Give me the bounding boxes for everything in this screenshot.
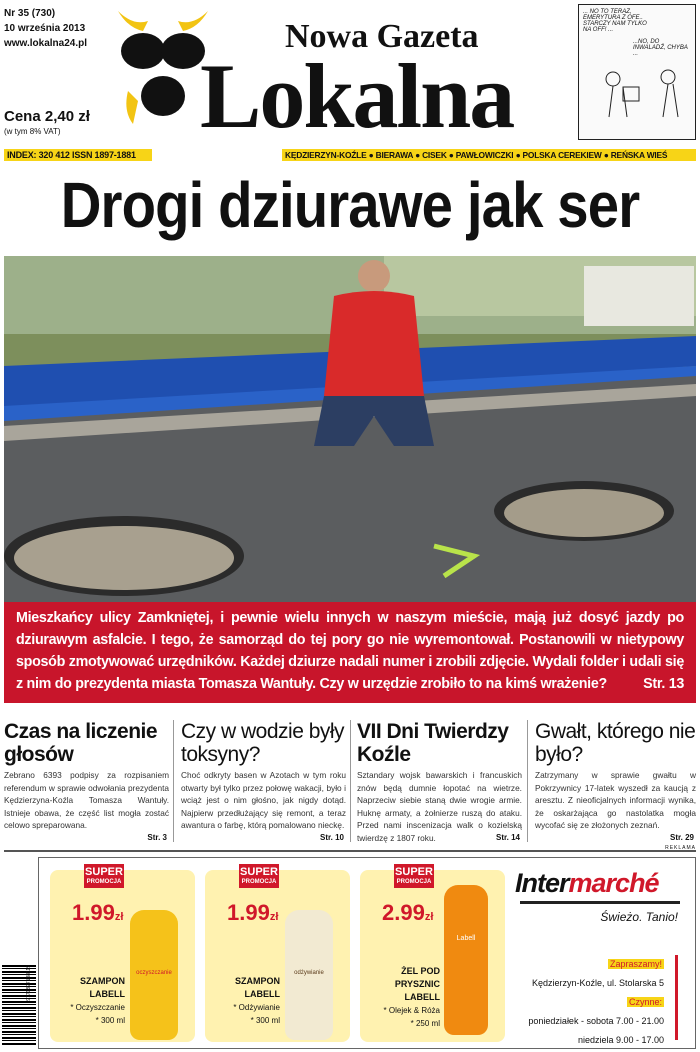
article-page-ref: Str. 29 [669,833,694,842]
product-name: SZAMPON [80,976,125,986]
title-top: Nowa Gazeta [285,18,479,55]
article-page-ref: Str. 3 [147,833,167,842]
regions-bar: KĘDZIERZYN-KOŹLE ● BIERAWA ● CISEK ● PAWŁOWICZKI ● POLSKA CEREKIEW ● REŃSKA WIEŚ [282,149,696,161]
promo-badge [394,864,434,888]
cartoon-figures-icon [583,57,691,127]
product-name: ŻEL POD PRYSZNIC [394,966,440,989]
promo-badge [239,864,279,888]
product-text [55,975,125,1027]
product-bottle: oczyszczanie [130,910,178,1040]
price-value: 1.99 [227,900,270,925]
cartoon-bubble: ... NO TO TERAZ, EMERYTURA Z OFE.. STARCZY NAM TYLKO NA OFF! ... [583,9,647,33]
badge-text: SUPER [85,866,123,878]
product-variant: * Oczyszczanie [70,1003,125,1012]
product-card [360,866,505,1042]
price-unit: zł [114,911,124,923]
product-size: * 300 ml [95,1016,125,1025]
price-unit: zł [269,911,279,923]
index-bar: INDEX: 320 412 ISSN 1897-1881 [4,149,152,161]
cartoon-bubble: ...NO, DO INWALADŹ, CHYBA ... [633,39,688,57]
price-value: 1.99 [72,900,115,925]
pothole-photo-icon [4,256,696,602]
main-headline: Drogi dziurawe jak ser [60,169,640,241]
product-size: * 250 ml [410,1019,440,1028]
product-brand: LABELL [404,992,440,1002]
badge-text: SUPER [240,866,278,878]
product-size: * 300 ml [250,1016,280,1025]
product-variant: * Olejek & Róża [383,1006,440,1015]
article-teaser[interactable] [4,720,169,842]
brand-part: Inter [515,868,569,898]
product-brand: LABELL [89,989,125,999]
slogan: Świeżo. Tanio! [600,910,678,924]
intermarche-logo [515,868,659,899]
product-brand: LABELL [244,989,280,999]
badge-text: SUPER [395,866,433,878]
badge-sub: PROMOCJA [86,879,122,885]
column-divider [173,720,174,842]
product-price [227,900,278,926]
product-text [360,965,440,1030]
brand-part: marché [568,868,659,898]
article-body: Sztandary wojsk bawarskich i francuskich znów będą dumnie łopotać na wietrze. Naprzeciw siebie staną dwie wrogie armie. Huknę armaty, a żołnierze ruszą do ataku. Przed nami inscenizacja walk o kozielską twierdzę z 1807 roku. [357,770,522,843]
barcode-number: 9771897188119 [26,965,32,1001]
main-photo [4,256,696,602]
ad-label: REKLAMA [665,845,696,851]
logo-underline [520,901,680,904]
issue-date: 10 września 2013 [4,23,86,34]
article-title: VII Dni Twierdzy Koźle [357,720,509,766]
lead-box [4,602,696,703]
title-main: Lokalna [200,45,514,147]
product-variant: * Odżywianie [233,1003,280,1012]
price-value: 2.99 [382,900,425,925]
article-page-ref: Str. 10 [319,833,344,842]
article-body: Zatrzymany w sprawie gwałtu w Pokrzywnicy 17-latek wyszedł za kaucją z aresztu. Z nieoficjalnych informacji wynika, że oskarżająca go nastolatka mogła wycofać się ze złożonych zeznań. [535,770,696,831]
address: Kędzierzyn-Koźle, ul. Stolarska 5 [531,978,664,988]
article-title: Czy w wodzie były toksyny? [181,720,345,766]
product-text [210,975,280,1027]
product-card [50,866,195,1042]
lead-text: Mieszkańcy ulicy Zamkniętej, i pewnie wielu innych w naszym mieście, mają już dosyć jazdy po dziurawym asfalcie. I tego, że samorząd do tej pory go nie wyremontował. Postanowili w nietypowy sposób zmotywować urzędników. Każdej dziurze nadali numer i zrobili zdjęcie. Wydali folder i udali się z nim do prezydenta miasta Tomasza Wantuły. Czy w urzędzie zrobiło to na kimś wrażenie? [16,610,684,692]
vat-note: (w tym 8% VAT) [4,127,61,136]
website: www.lokalna24.pl [4,38,87,49]
column-divider [350,720,351,842]
lead-page-ref[interactable]: Str. 13 [643,676,684,692]
product-name: SZAMPON [235,976,280,986]
accent-bar [675,955,678,1040]
article-teaser[interactable] [535,720,696,842]
promo-badge [84,864,124,888]
ad-rule [4,850,696,852]
badge-sub: PROMOCJA [396,879,432,885]
open-label: Czynne: [628,997,662,1007]
hours-weekdays: poniedziałek - sobota 7.00 - 21.00 [528,1016,664,1026]
article-teaser[interactable] [181,720,346,842]
column-divider [527,720,528,842]
product-price [382,900,433,926]
cartoon [578,4,696,140]
article-body: Choć odkryty basen w Azotach w tym roku otwarty był tylko przez połowę wakacji, było i wciąż jest o nim głośno, jak nigdy dotąd. Najpierw przedłużający się remont, a teraz awantura o farbę, którą pomalowano nieckę. [181,770,346,831]
product-price [72,900,123,926]
product-card [205,866,350,1042]
badge-sub: PROMOCJA [241,879,277,885]
price: Cena 2,40 zł [4,108,90,125]
article-title: Czas na liczenie głosów [4,720,158,766]
invite: Zapraszamy! [609,959,662,969]
article-page-ref: Str. 14 [495,833,520,842]
product-bottle: Labell [444,885,488,1035]
hours-sunday: niedziela 9.00 - 17.00 [577,1035,664,1045]
article-title: Gwałt, którego nie było? [535,720,696,766]
article-body: Zebrano 6393 podpisy za rozpisaniem referendum w sprawie odwołania prezydenta Kędzierzyna-Koźla Tomasza Wantuły. Istnieje obawa, że część list mogła zostać celowo spreparowana. [4,770,169,831]
article-teaser[interactable] [357,720,522,842]
price-unit: zł [424,911,434,923]
product-bottle: odżywianie [285,910,333,1040]
issue-number: Nr 35 (730) [4,8,56,19]
issue-meta [4,6,87,51]
store-info [528,955,664,1050]
